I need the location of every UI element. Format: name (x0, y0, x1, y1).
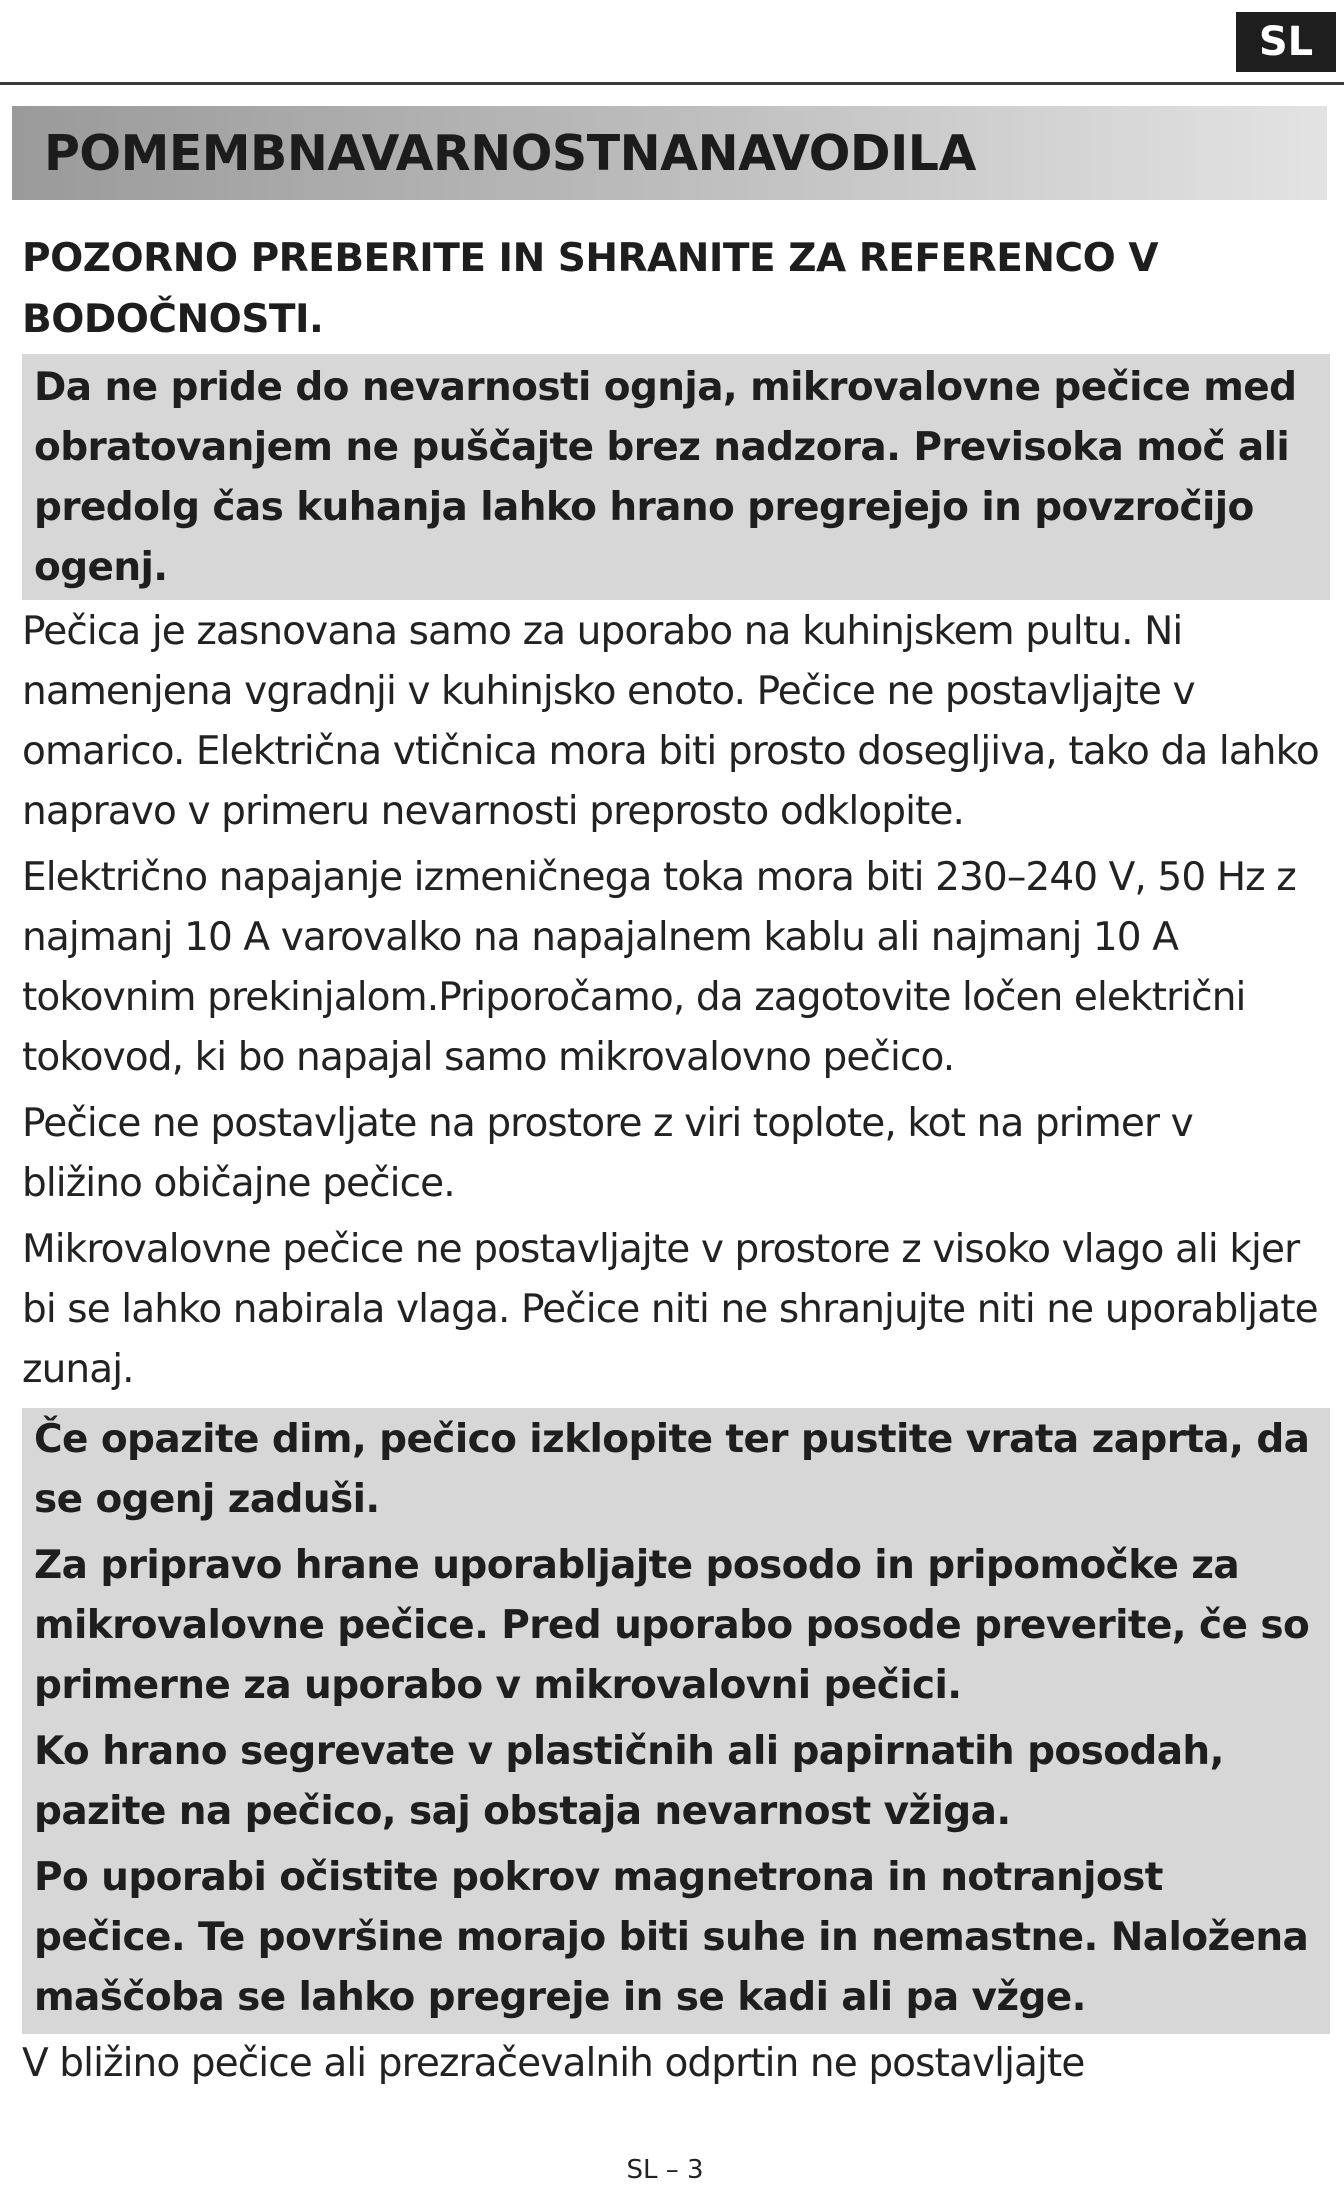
document-content (22, 228, 1322, 2094)
intro-heading: POZORNO PREBERITE IN SHRANITE ZA REFERENCO V BODOČNOSTI. (22, 236, 1159, 342)
section-title: POMEMBNAVARNOSTNANAVODILA (44, 124, 976, 182)
warning-paragraph: Po uporabi očistite pokrov magnetrona in notranjost pečice. Te površine morajo biti suhe in nemastne. Naložena maščoba se lahko pregreje in se kadi ali pa vžge. (34, 1855, 1309, 2020)
body-paragraph: Električno napajanje izmeničnega toka mora biti 230–240 V, 50 Hz z najmanj 10 A varovalko na napajalnem kablu ali najmanj 10 A tokovnim prekinjalom.Priporočamo, da zagotovite ločen električni tokovod, ki bo napajal samo mikrovalovno pečico. (22, 855, 1296, 1080)
body-paragraph: Mikrovalovne pečice ne postavljajte v prostore z visoko vlago ali kjer bi se lahko nabirala vlaga. Pečice niti ne shranjujte niti ne uporabljate zunaj. (22, 1227, 1318, 1392)
section-title-bar (12, 106, 1327, 200)
header-divider (0, 82, 1344, 85)
body-paragraph: Pečica je zasnovana samo za uporabo na kuhinjskem pultu. Ni namenjena vgradnji v kuhinjsko enoto. Pečice ne postavljajte v omarico. Električna vtičnica mora biti prosto dosegljiva, tako da lahko napravo v primeru nevarnosti preprosto odklopite. (22, 609, 1319, 834)
language-badge: SL (1236, 12, 1336, 72)
warning-paragraph: Če opazite dim, pečico izklopite ter pustite vrata zaprta, da se ogenj zaduši. (34, 1417, 1310, 1522)
body-paragraph-trailing: V bližino pečice ali prezračevalnih odprtin ne postavljajte (22, 2041, 1085, 2086)
page-number: SL – 3 (626, 2155, 704, 2185)
warning-box-safety (22, 1408, 1330, 2034)
body-paragraph: Pečice ne postavljate na prostore z viri toplote, kot na primer v bližino običajne pečice. (22, 1101, 1193, 1206)
warning-paragraph: Da ne pride do nevarnosti ognja, mikrovalovne pečice med obratovanjem ne puščajte brez nadzora. Previsoka moč ali predolg čas kuhanja lahko hrano pregrejejo in povzročijo ogenj. (34, 365, 1297, 590)
warning-box-fire (22, 354, 1330, 600)
warning-paragraph: Za pripravo hrane uporabljajte posodo in pripomočke za mikrovalovne pečice. Pred uporabo posode preverite, če so primerne za uporabo v mikrovalovni pečici. (34, 1543, 1310, 1708)
warning-paragraph: Ko hrano segrevate v plastičnih ali papirnatih posodah, pazite na pečico, saj obstaja nevarnost vžiga. (34, 1729, 1224, 1834)
